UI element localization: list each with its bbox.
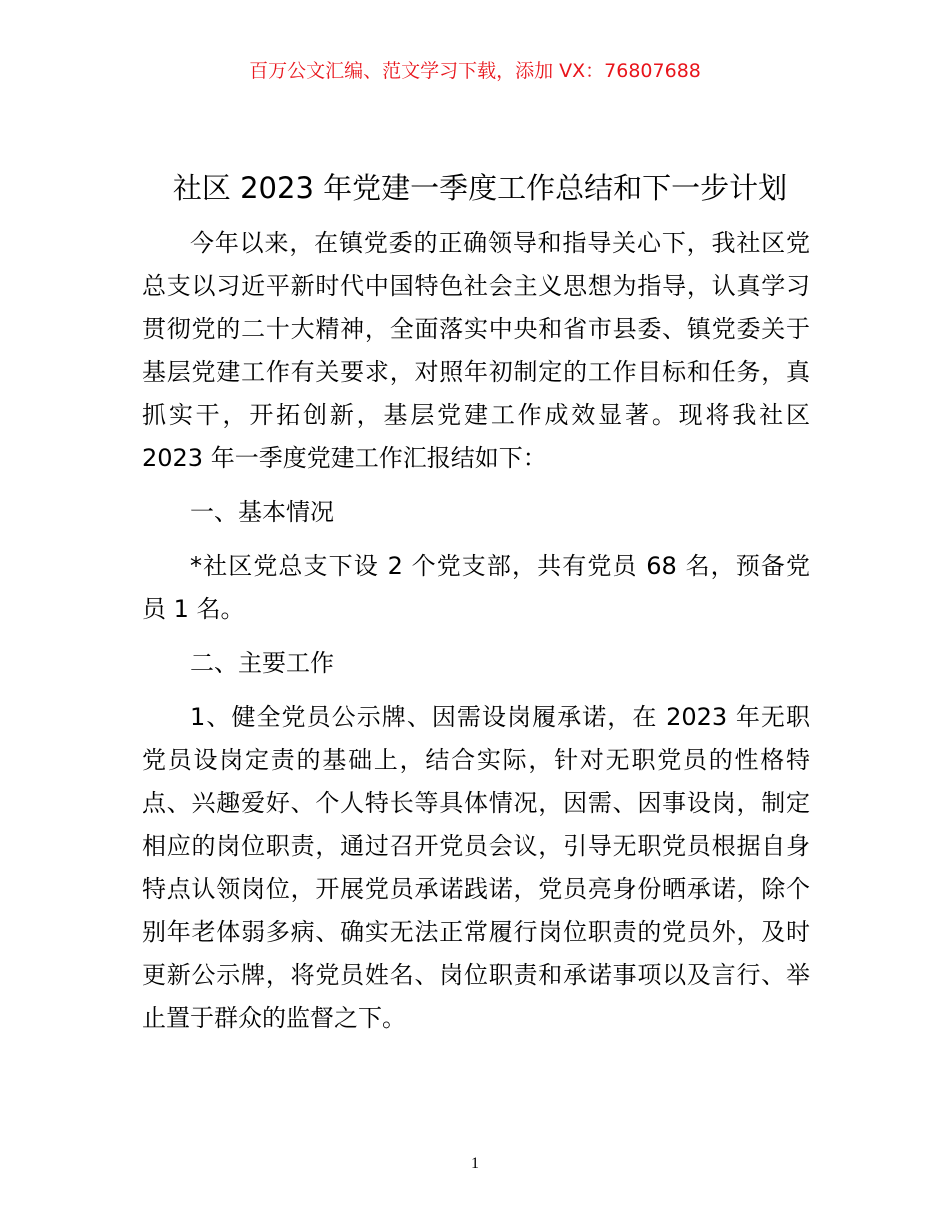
paragraph — [142, 491, 810, 534]
paragraph — [142, 545, 810, 631]
text-line: 党员设岗定责的基础上，结合实际，针对无职党员的性格特 — [142, 746, 810, 774]
text-line: 相应的岗位职责，通过召开党员会议，引导无职党员根据自身 — [142, 832, 810, 860]
text-line: *社区党总支下设 2 个党支部，共有党员 68 名，预备党 — [190, 552, 810, 580]
document-body — [142, 222, 810, 1040]
text-line: 抓实干，开拓创新，基层党建工作成效显著。现将我社区 — [142, 401, 810, 429]
text-line: 2023 年一季度党建工作汇报结如下： — [142, 444, 547, 472]
document-title: 社区 2023 年党建一季度工作总结和下一步计划 — [172, 171, 788, 205]
text-line: 基层党建工作有关要求，对照年初制定的工作目标和任务，真 — [142, 358, 810, 386]
paragraph — [142, 642, 810, 685]
paragraph — [142, 696, 810, 1040]
paragraph — [142, 222, 810, 480]
text-line: 更新公示牌，将党员姓名、岗位职责和承诺事项以及言行、举 — [142, 961, 810, 989]
text-line: 总支以习近平新时代中国特色社会主义思想为指导，认真学习 — [142, 272, 810, 300]
text-line: 特点认领岗位，开展党员承诺践诺，党员亮身份晒承诺，除个 — [142, 875, 810, 903]
text-line: 员 1 名。 — [142, 595, 245, 623]
page-number: 1 — [471, 1155, 479, 1172]
text-line: 贯彻党的二十大精神，全面落实中央和省市县委、镇党委关于 — [142, 315, 810, 343]
text-line: 一、基本情况 — [190, 498, 334, 526]
text-line: 别年老体弱多病、确实无法正常履行岗位职责的党员外，及时 — [142, 918, 810, 946]
text-line: 今年以来，在镇党委的正确领导和指导关心下，我社区党 — [190, 229, 810, 257]
text-line: 止置于群众的监督之下。 — [142, 1004, 406, 1032]
text-line: 点、兴趣爱好、个人特长等具体情况，因需、因事设岗，制定 — [142, 789, 810, 817]
watermark-header: 百万公文汇编、范文学习下载，添加 VX：76807688 — [249, 60, 701, 82]
text-line: 1、健全党员公示牌、因需设岗履承诺，在 2023 年无职 — [190, 703, 810, 731]
text-line: 二、主要工作 — [190, 649, 334, 677]
